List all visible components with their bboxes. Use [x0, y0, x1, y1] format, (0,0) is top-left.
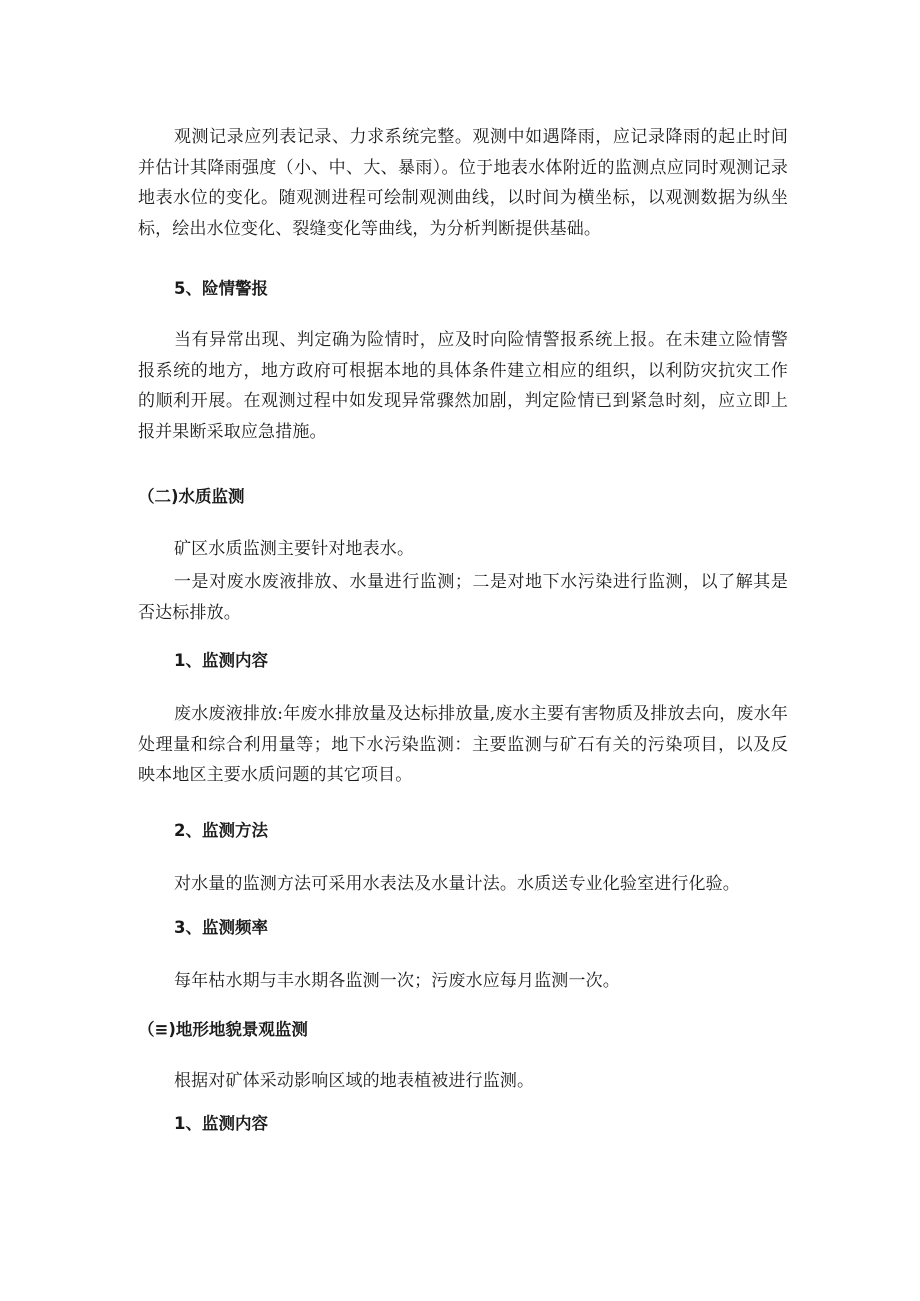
section-heading-water-quality: （二)水质监测 — [138, 487, 245, 506]
paragraph-monitoring-method: 对水量的监测方法可采用水表法及水量计法。水质送专业化验室进行化验。 — [174, 874, 740, 894]
paragraph-observation-records: 观测记录应列表记录、力求系统完整。观测中如遇降雨，应记录降雨的起止时间并估计其降雨强度（小、中、大、暴雨）。位于地表水体附近的监测点应同时观测记录地表水位的变化。随观测进程可绘制观测曲线，以时间为横坐标，以观测数据为纵坐标，绘出水位变化、裂缝变化等曲线，为分析判断提供基础。 — [138, 127, 788, 239]
heading-monitoring-content: 1、监测内容 — [174, 651, 268, 670]
heading-monitoring-frequency: 3、监测频率 — [174, 918, 268, 937]
heading-monitoring-method: 2、监测方法 — [174, 821, 268, 840]
paragraph-monitoring-content: 废水废液排放:年废水排放量及达标排放量,废水主要有害物质及排放去向，废水年处理量和综合利用量等；地下水污染监测：主要监测与矿石有关的污染项目，以及反映本地区主要水质问题的其它项目。 — [138, 704, 788, 785]
heading-landform-content: 1、监测内容 — [174, 1114, 268, 1133]
paragraph-water-targets: 一是对废水废液排放、水量进行监测；二是对地下水污染进行监测，以了解其是否达标排放。 — [138, 572, 788, 623]
paragraph-hazard-warning: 当有异常出现、判定确为险情时，应及时向险情警报系统上报。在未建立险情警报系统的地方，地方政府可根据本地的具体条件建立相应的组织，以利防灾抗灾工作的顺利开展。在观测过程中如发现异常骤然加剧，判定险情已到紧急时刻，应立即上报并果断采取应急措施。 — [138, 330, 788, 442]
heading-hazard-warning: 5、险情警报 — [174, 279, 268, 298]
paragraph-landform-scope: 根据对矿体采动影响区域的地表植被进行监测。 — [174, 1071, 535, 1091]
paragraph-water-scope: 矿区水质监测主要针对地表水。 — [174, 539, 415, 559]
paragraph-monitoring-frequency: 每年枯水期与丰水期各监测一次；污废水应每月监测一次。 — [174, 971, 620, 991]
section-heading-landform: （≡)地形地貌景观监测 — [138, 1020, 308, 1039]
